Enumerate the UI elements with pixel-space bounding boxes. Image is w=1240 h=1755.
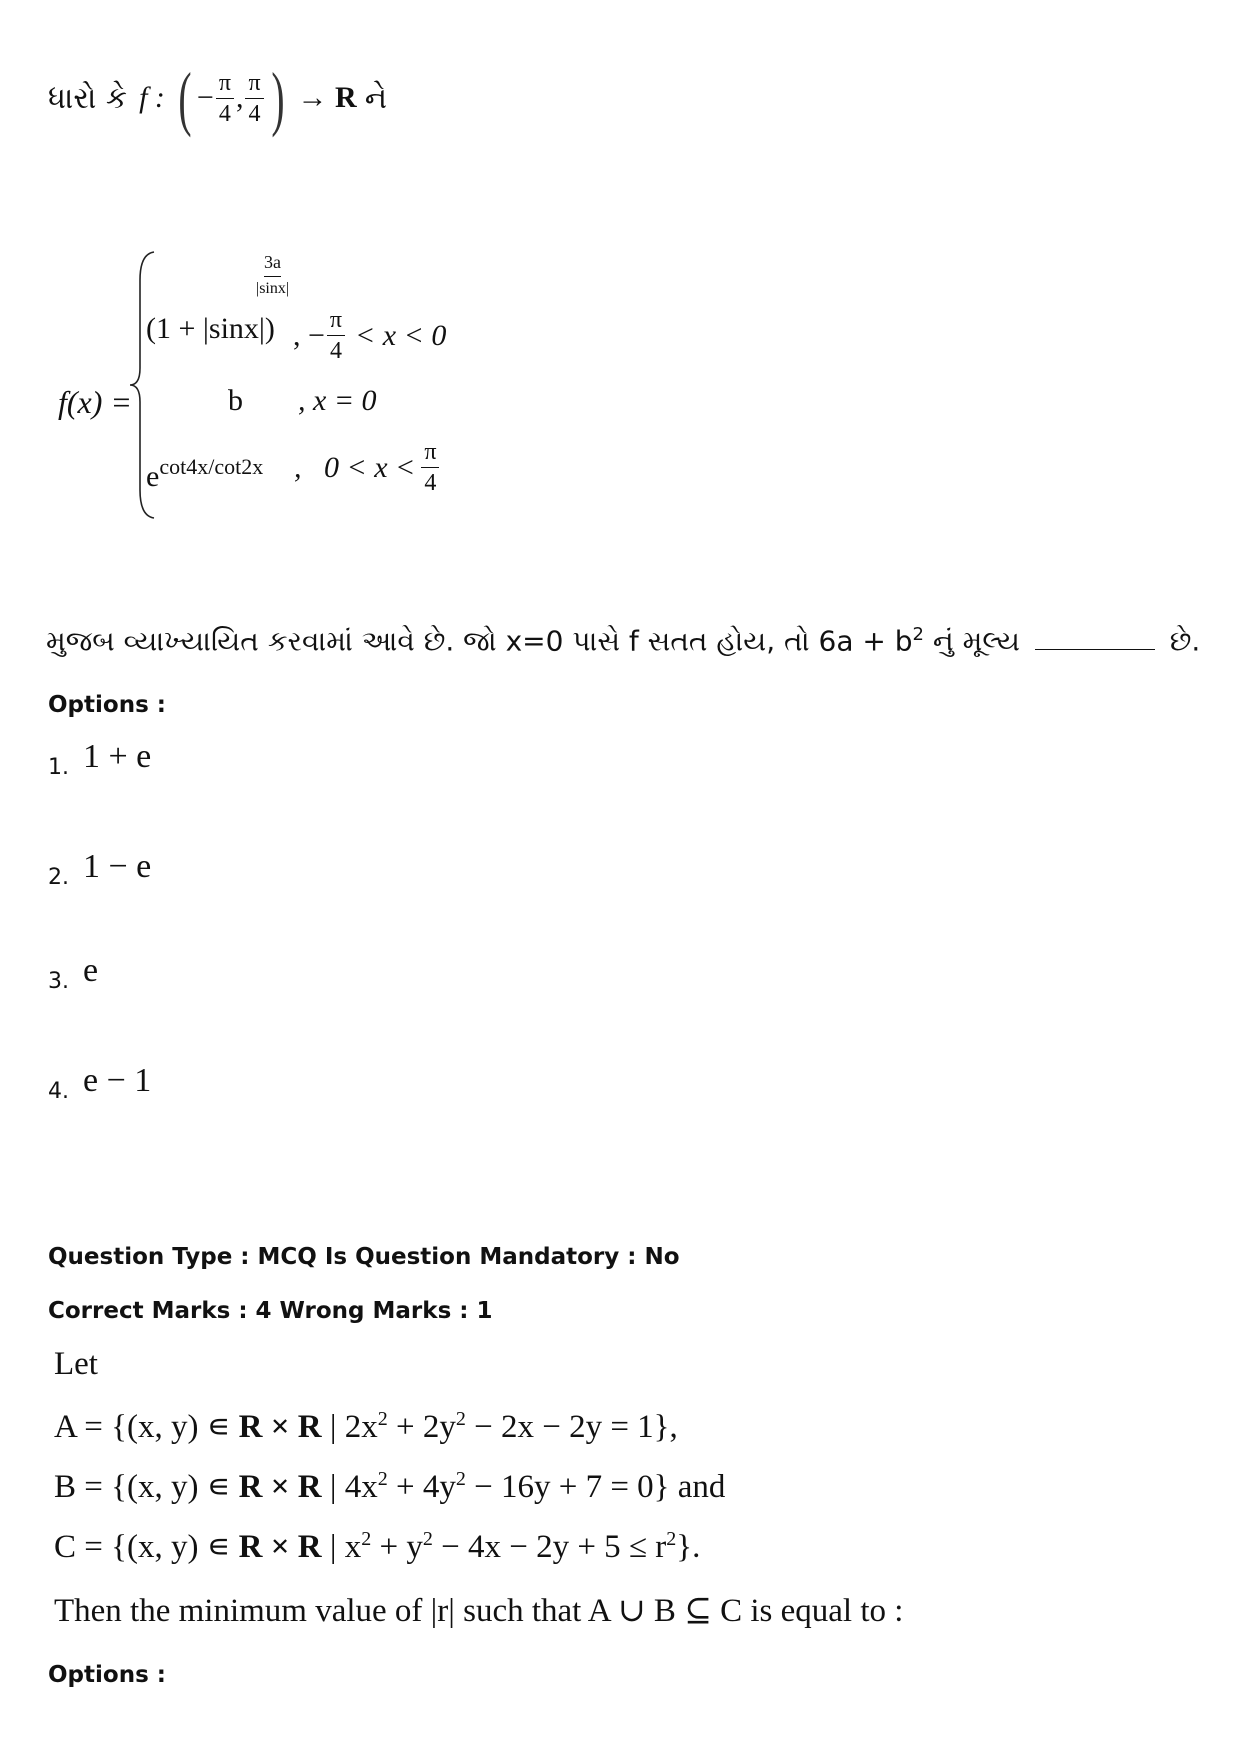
- header-prefix: ધારો કે: [48, 80, 128, 116]
- options-label: Options :: [48, 692, 166, 718]
- q2-question: Then the minimum value of |r| such that A ∪ B ⊆ C is equal to :: [54, 1593, 904, 1629]
- codomain: → R: [297, 81, 357, 114]
- right-paren: ): [270, 58, 285, 138]
- comma: ,: [235, 81, 244, 114]
- case1-exponent: 3a |sinx|: [256, 252, 290, 297]
- option-1[interactable]: 1. 1 + e: [48, 738, 152, 780]
- minus-sign: −: [196, 81, 214, 114]
- case1: [146, 252, 447, 364]
- q2-set-b: B = {(x, y) ∊ R × R | $4x^2 + 4y^2 - 16y + 7 = 0$} and: [54, 1468, 726, 1505]
- case3-condition-fraction: $\frac{\pi}{4}$: [421, 440, 439, 495]
- question-type-line: Question Type : MCQ Is Question Mandatory : No: [48, 1244, 680, 1270]
- option-2[interactable]: 2. 1 − e: [48, 848, 152, 890]
- question1-header: [48, 58, 388, 138]
- marks-line: Correct Marks : 4 Wrong Marks : 1: [48, 1298, 493, 1324]
- answer-blank: [1035, 649, 1155, 650]
- function-name: f :: [139, 81, 165, 114]
- case1-expr: (1 + |sinx|): [146, 312, 275, 345]
- case3-exponent: cot4x/cot2x: [159, 454, 264, 479]
- case3-base: e: [146, 460, 160, 493]
- case2-condition: , x = 0: [298, 384, 377, 417]
- function-lhs: f(x) =: [58, 384, 132, 420]
- left-paren: (: [178, 58, 192, 138]
- option-3[interactable]: 3. e: [48, 952, 99, 994]
- q2-let: Let: [54, 1346, 98, 1382]
- case1-condition-fraction: $\frac{\pi}{4}$: [327, 308, 345, 363]
- question1-body: મુજબ વ્યાખ્યાયિત કરવામાં આવે છે. જો x=0 પાસે f સતત હોય, તો $6a + b^2$ નું મૂલ્ય છે.: [46, 624, 1201, 658]
- case2: [228, 384, 377, 418]
- case3-condition: , 0 < x < $\frac{\pi}{4}$: [294, 440, 441, 495]
- option-4[interactable]: 4. e − 1: [48, 1062, 152, 1104]
- q2-set-c: C = {(x, y) ∊ R × R | $x^2 + y^2 - 4x - 2y + 5 \le r^2$}.: [54, 1528, 701, 1565]
- case2-expr: b: [228, 384, 243, 417]
- header-suffix: ને: [364, 80, 388, 116]
- q2-options-label: Options :: [48, 1662, 166, 1688]
- q2-set-a: A = {(x, y) ∊ R × R | $2x^2 + 2y^2 - 2x - 2y = 1$},: [54, 1408, 678, 1445]
- interval-left-fraction: $\frac{\pi}{4}$: [216, 71, 234, 126]
- case3: [146, 439, 437, 496]
- interval-right-fraction: $\frac{\pi}{4}$: [245, 71, 263, 126]
- case1-condition: , − $\frac{\pi}{4}$ < x < 0: [293, 307, 447, 364]
